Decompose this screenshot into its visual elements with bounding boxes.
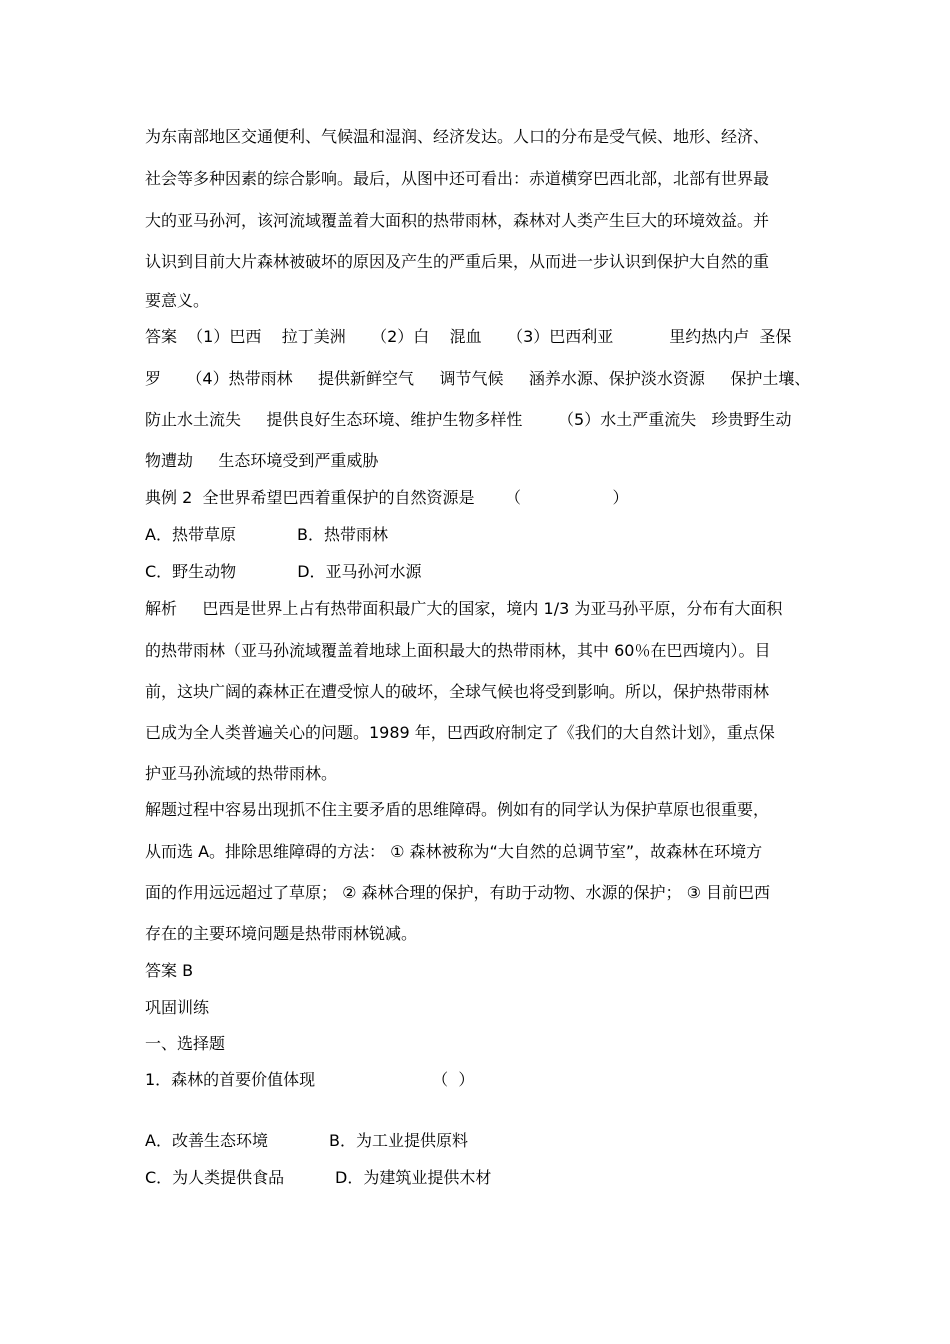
analysis-line: 面的作用远远超过了草原； ② 森林合理的保护，有助于动物、水源的保护； ③ 目前巴西 — [145, 883, 771, 902]
analysis-line: 解析 巴西是世界上占有热带面积最广大的国家，境内 1/3 为亚马孙平原，分布有大面积 — [145, 599, 783, 618]
option-line: A．热带草原 B．热带雨林 — [145, 525, 388, 544]
text-line: 为东南部地区交通便利、气候温和湿润、经济发达。人口的分布是受气候、地形、经济、 — [145, 127, 770, 146]
analysis-line: 的热带雨林（亚马孙流域覆盖着地球上面积最大的热带雨林，其中 60％在巴西境内）。目 — [145, 641, 771, 660]
analysis-line: 从而选 A。排除思维障碍的方法： ① 森林被称为“大自然的总调节室”，故森林在环境方 — [145, 842, 763, 861]
question-line: 1．森林的首要价值体现 （ ） — [145, 1070, 475, 1089]
section-heading: 一、选择题 — [145, 1034, 226, 1053]
answer-line: 罗 （4）热带雨林 提供新鲜空气 调节气候 涵养水源、保护淡水资源 保护土壤、 — [145, 369, 811, 388]
answer-line: 答案 （1）巴西 拉丁美洲 （2）白 混血 （3）巴西利亚 里约热内卢 圣保 — [145, 327, 792, 346]
option-line: C．为人类提供食品 D．为建筑业提供木材 — [145, 1168, 492, 1187]
text-line: 认识到目前大片森林被破坏的原因及产生的严重后果，从而进一步认识到保护大自然的重 — [145, 252, 770, 271]
text-line: 大的亚马孙河，该河流域覆盖着大面积的热带雨林，森林对人类产生巨大的环境效益。并 — [145, 211, 770, 230]
text-line: 社会等多种因素的综合影响。最后，从图中还可看出：赤道横穿巴西北部，北部有世界最 — [145, 169, 770, 188]
option-line: C．野生动物 D．亚马孙河水源 — [145, 562, 422, 581]
analysis-line: 已成为全人类普遍关心的问题。1989 年，巴西政府制定了《我们的大自然计划》，重点保 — [145, 723, 775, 742]
answer-line: 物遭劫 生态环境受到严重威胁 — [145, 451, 379, 470]
analysis-line: 解题过程中容易出现抓不住主要矛盾的思维障碍。例如有的同学认为保护草原也很重要， — [145, 800, 770, 819]
section-heading: 巩固训练 — [145, 998, 210, 1017]
answer-line: 答案 B — [145, 961, 194, 980]
answer-line: 防止水土流失 提供良好生态环境、维护生物多样性 （5）水土严重流失 珍贵野生动 — [145, 410, 792, 429]
example-question: 典例 2 全世界希望巴西着重保护的自然资源是 （ ） — [145, 488, 629, 507]
analysis-line: 前，这块广阔的森林正在遭受惊人的破坏，全球气候也将受到影响。所以，保护热带雨林 — [145, 682, 770, 701]
analysis-line: 护亚马孙流域的热带雨林。 — [145, 764, 338, 783]
text-line: 要意义。 — [145, 291, 210, 310]
option-line: A．改善生态环境 B．为工业提供原料 — [145, 1131, 468, 1150]
analysis-line: 存在的主要环境问题是热带雨林锐减。 — [145, 924, 418, 943]
